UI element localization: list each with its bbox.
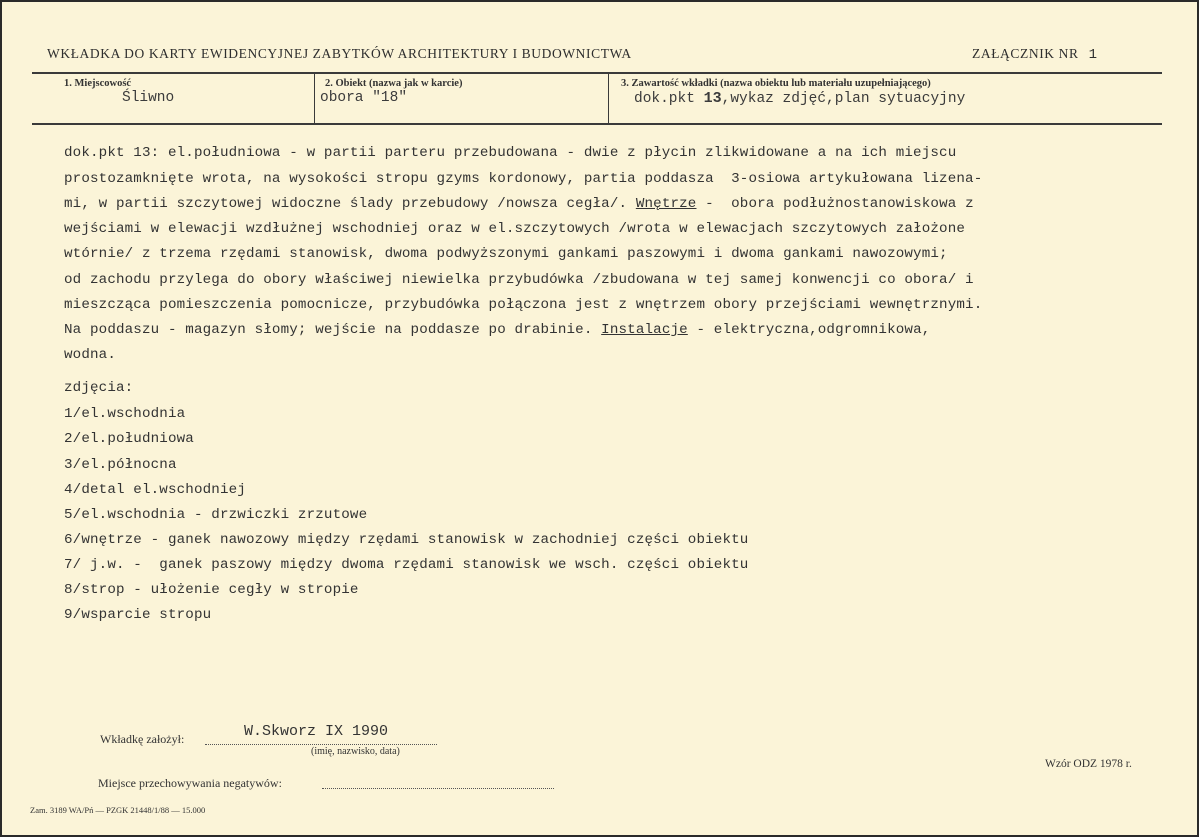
- annex-number: 1: [1088, 47, 1098, 63]
- contents-label: 3. Zawartość wkładki (nazwa obiektu lub materiału uzupełniającego): [621, 78, 931, 89]
- signature-value: W.Skworz IX 1990: [244, 723, 389, 740]
- body-line-8: [64, 322, 930, 338]
- photo-item: 4/detal el.wschodniej: [64, 482, 246, 498]
- photo-item: 3/el.północna: [64, 457, 177, 473]
- contents-suffix: ,wykaz zdjęć,plan sytuacyjny: [721, 91, 966, 107]
- field-divider-1: [314, 72, 315, 124]
- locality-label: 1. Miejscowość: [64, 78, 132, 89]
- photo-item: 9/wsparcie stropu: [64, 607, 212, 623]
- photos-heading: zdjęcia:: [64, 380, 134, 396]
- body-line-5: wtórnie/ z trzema rzędami stanowisk, dwoma podwyższonymi gankami paszowymi i dwoma gankami nawozowymi;: [64, 246, 948, 262]
- object-label: 2. Obiekt (nazwa jak w karcie): [325, 78, 463, 89]
- header-top-rule: [32, 72, 1162, 74]
- signature-hint: (imię, nazwisko, data): [311, 746, 400, 757]
- form-reference: Wzór ODZ 1978 r.: [1045, 758, 1132, 770]
- interior-intro: - obora podłużnostanowiskowa z: [696, 196, 974, 212]
- body-line-7: mieszcząca pomieszczenia pomocnicze, przybudówka połączona jest z wnętrzem obory przejściami wewnętrznymi.: [64, 297, 983, 313]
- contents-number: 13: [703, 90, 722, 107]
- print-order-footer: Zam. 3189 WA/Pń — PZGK 21448/1/88 — 15.000: [30, 805, 206, 815]
- contents-prefix: dok.pkt: [634, 91, 704, 107]
- annex-label-group: [972, 46, 1098, 63]
- installations-heading: Instalacje: [601, 322, 688, 338]
- negatives-label: Miejsce przechowywania negatywów:: [98, 776, 282, 790]
- inventory-card-insert: [2, 2, 1197, 835]
- object-value: obora "18": [320, 90, 408, 106]
- photo-item: 5/el.wschodnia - drzwiczki zrzutowe: [64, 507, 368, 523]
- negatives-dotted-line: [322, 788, 554, 789]
- body-line-2: prostozamknięte wrota, na wysokości stropu gzyms kordonowy, partia poddasza 3-osiowa artykułowana lizena-: [64, 171, 983, 187]
- interior-heading: Wnętrze: [635, 196, 697, 212]
- body-line-6: od zachodu przylega do obory właściwej niewielka przybudówka /zbudowana w tej samej konwencji co obora/ i: [64, 272, 974, 288]
- body-line-9: wodna.: [64, 347, 116, 363]
- photo-item: 8/strop - ułożenie cegły w stropie: [64, 582, 359, 598]
- photo-item: 7/ j.w. - ganek paszowy między dwoma rzędami stanowisk we wsch. części obiektu: [64, 557, 749, 573]
- card-title: WKŁADKA DO KARTY EWIDENCYJNEJ ZABYTKÓW ARCHITEKTURY I BUDOWNICTWA: [47, 46, 632, 61]
- contents-value: [634, 90, 965, 107]
- installations-list: - elektryczna,odgromnikowa,: [687, 322, 931, 338]
- locality-value: Śliwno: [122, 90, 175, 106]
- photo-item: 2/el.południowa: [64, 431, 194, 447]
- field-divider-2: [608, 72, 609, 124]
- signature-label: Wkładkę założył:: [100, 732, 185, 746]
- body-line-4: wejściami w elewacji wzdłużnej wschodniej oraz w el.szczytowych /wrota w elewacjach szczytowych założone: [64, 221, 966, 237]
- photo-item: 1/el.wschodnia: [64, 406, 186, 422]
- body-line-3-text: mi, w partii szczytowej widoczne ślady przebudowy /nowsza cegła/.: [64, 196, 628, 212]
- header-bottom-rule: [32, 123, 1162, 125]
- signature-dotted-line: [205, 744, 437, 745]
- annex-label: ZAŁĄCZNIK NR: [972, 46, 1079, 61]
- body-line-1: dok.pkt 13: el.południowa - w partii parteru przebudowana - dwie z płycin zlikwidowane a na ich miejscu: [64, 145, 957, 161]
- body-line-8-text: Na poddaszu - magazyn słomy; wejście na poddasze po drabinie.: [64, 322, 593, 338]
- body-line-3: [64, 196, 974, 212]
- photo-item: 6/wnętrze - ganek nawozowy między rzędami stanowisk w zachodniej części obiektu: [64, 532, 749, 548]
